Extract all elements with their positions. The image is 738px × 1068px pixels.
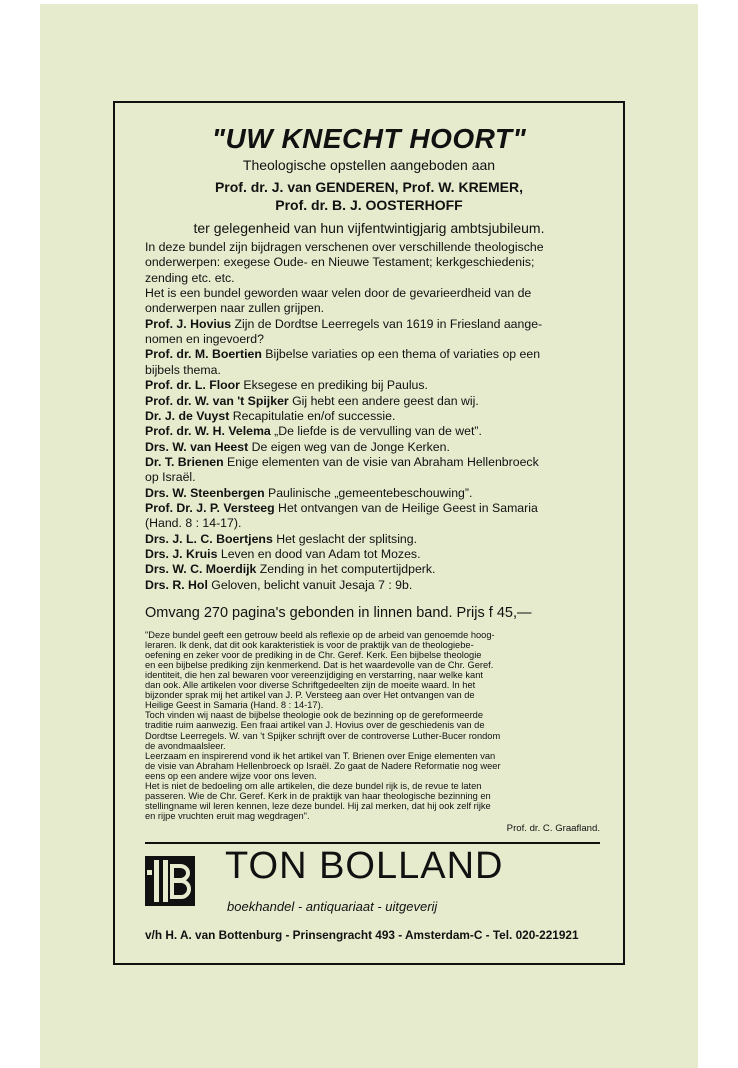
review-line: dan ook. Alle artikelen voor diverse Schriftgedeelten zijn de moeite waard. In het — [145, 680, 476, 691]
author-name: Prof. J. Hovius — [145, 316, 232, 331]
page-background — [40, 4, 698, 1068]
author-name: Dr. J. de Vuyst — [145, 408, 230, 423]
review-line: Leerzaam en inspirerend vond ik het artikel van T. Brienen over Enige elementen van — [145, 750, 496, 761]
author-name: Dr. T. Brienen — [145, 454, 224, 469]
body-text: Geloven, belicht vanuit Jesaja 7 : 9b. — [207, 577, 413, 592]
review-line: identiteit, die hen zal bewaren voor vereenzijdiging en verstarring, naar welke kant — [145, 670, 483, 681]
body-line — [145, 255, 534, 270]
body-text: (Hand. 8 : 14-17). — [145, 516, 242, 531]
body-text: onderwerpen: exegese Oude- en Nieuwe Testament; kerkgeschiedenis; — [145, 255, 535, 270]
body-line — [145, 347, 540, 362]
divider — [145, 842, 600, 844]
review-line: de visie van Abraham Hellenbroeck op Israël. Zo gaat de Nadere Reformatie nog weer — [145, 760, 501, 771]
body-line — [145, 317, 542, 332]
body-text: Gij hebt een andere geest dan wij. — [288, 393, 479, 408]
ad-title: "UW KNECHT HOORT" — [211, 123, 527, 154]
body-line — [145, 424, 482, 439]
body-text: bijbels thema. — [145, 362, 221, 377]
author-name: Drs. J. L. C. Boertjens — [145, 531, 273, 546]
body-text: nomen en ingevoerd? — [145, 332, 264, 347]
body-text: Enige elementen van de visie van Abraham Hellenbroeck — [223, 454, 539, 469]
review-signature: Prof. dr. C. Graafland. — [506, 823, 600, 834]
review-line: stellingname wil leren kennen, leze deze bundel. Hij zal merken, dat hij ook zelf rijke — [145, 800, 491, 811]
body-line — [145, 532, 417, 547]
author-name: Drs. W. Steenbergen — [145, 485, 265, 500]
review-line: Heilige Geest in Samaria (Hand. 8 : 14-17). — [145, 700, 324, 711]
body-text: De eigen weg van de Jonge Kerken. — [248, 439, 450, 454]
body-text: Eksegese en prediking bij Paulus. — [239, 378, 428, 393]
body-text: Recapitulatie en/of successie. — [229, 408, 396, 423]
author-name: Prof. Dr. J. P. Versteeg — [145, 500, 275, 515]
author-name: Drs. R. Hol — [145, 577, 208, 592]
body-text: Zending in het computertijdperk. — [256, 562, 436, 577]
body-line — [145, 578, 412, 593]
body-text: In deze bundel zijn bijdragen verschenen over verschillende theologische — [145, 240, 544, 254]
body-line — [145, 562, 435, 577]
body-line — [145, 547, 420, 562]
review-line: Het is niet de bedoeling om alle artikelen, die deze bundel rijk is, de revue te laten — [145, 780, 482, 791]
honorees-line: Prof. dr. J. van GENDEREN, Prof. W. KREMER, — [214, 179, 524, 195]
body-line — [145, 271, 235, 286]
body-line — [145, 440, 450, 455]
body-line — [145, 470, 196, 485]
body-line — [145, 240, 544, 255]
author-name: Drs. W. van Heest — [145, 439, 249, 454]
price-line: Omvang 270 pagina's gebonden in linnen band. Prijs f 45,— — [145, 605, 532, 621]
ad-occasion: ter gelegenheid van hun vijfentwintigjarig ambtsjubileum. — [193, 220, 545, 236]
body-text: Het geslacht der splitsing. — [272, 531, 418, 546]
publisher-name: TON BOLLAND — [225, 845, 504, 887]
body-line — [145, 378, 428, 393]
review-line: oefening en zeker voor de prediking in de Chr. Geref. Kerk. Een bijbelse theologie — [145, 650, 482, 661]
body-text: Leven en dood van Adam tot Mozes. — [217, 547, 421, 561]
ad-subtitle: Theologische opstellen aangeboden aan — [242, 157, 496, 173]
review-line: en rijpe vruchten eruit mag wegdragen". — [145, 810, 310, 821]
review-line: Toch vinden wij naast de bijbelse theologie ook de bezinning op de gereformeerde — [145, 710, 484, 721]
body-line — [145, 301, 324, 316]
author-name: Drs. J. Kruis — [145, 547, 218, 561]
body-line — [145, 516, 241, 531]
publisher-address: v/h H. A. van Bottenburg - Prinsengracht 493 - Amsterdam-C - Tel. 020-221921 — [145, 928, 579, 942]
body-line — [145, 409, 395, 424]
review-line: "Deze bundel geeft een getrouw beeld als reflexie op de arbeid van genoemde hoog- — [145, 630, 495, 640]
author-name: Prof. dr. M. Boertien — [145, 347, 262, 362]
review-line: Dordtse Leerregels. W. van 't Spijker schrijft over de controverse Luther-Bucer rondom — [145, 730, 501, 741]
review-line: eens op een andere wijze voor ons leven. — [145, 770, 317, 781]
body-text: Het is een bundel geworden waar velen door de gevarieerdheid van de — [145, 286, 532, 301]
body-text: op Israël. — [145, 470, 196, 485]
review-line: traditie ruim aanwezig. Een fraai artikel van J. Hovius over de geschiedenis van de — [145, 720, 485, 731]
body-line — [145, 286, 531, 301]
author-name: Prof. dr. W. van 't Spijker — [145, 393, 289, 408]
body-line — [145, 363, 221, 378]
body-text: Bijbelse variaties op een thema of variaties op een — [261, 347, 541, 362]
author-name: Prof. dr. W. H. Velema — [145, 424, 271, 439]
body-text: Paulinische „gemeentebeschouwing”. — [264, 485, 473, 500]
author-name: Prof. dr. L. Floor — [145, 378, 240, 393]
body-line — [145, 332, 264, 347]
body-line — [145, 486, 472, 501]
body-line — [145, 455, 539, 470]
review-line: bijzonder sprak mij het artikel van J. P. Versteeg aan over Het ontvangen van de — [145, 690, 475, 701]
advertisement-frame — [113, 101, 625, 965]
honorees-line: Prof. dr. B. J. OOSTERHOFF — [275, 197, 463, 213]
review-line: en een bijbelse prediking zijn kenmerkend. Dat is het waardevolle van de Chr. Geref. — [145, 660, 494, 671]
review-line: de avondmaalsleer. — [145, 740, 226, 751]
body-text: onderwerpen naar zullen grijpen. — [145, 301, 325, 316]
review-line: leraren. Ik denk, dat dit ook karakteristiek is voor de praktijk van de theologiebe- — [145, 640, 474, 651]
body-text: „De liefde is de vervulling van de wet”. — [270, 424, 482, 439]
body-text: zending etc. etc. — [145, 270, 235, 285]
author-name: Drs. W. C. Moerdijk — [145, 562, 257, 577]
body-line — [145, 501, 538, 516]
body-line — [145, 394, 479, 409]
body-text: Het ontvangen van de Heilige Geest in Samaria — [274, 500, 538, 515]
publisher-tagline: boekhandel - antiquariaat - uitgeverij — [227, 899, 438, 914]
body-text: Zijn de Dordtse Leerregels van 1619 in Friesland aange- — [231, 316, 543, 331]
ton-bolland-monogram-icon — [145, 856, 195, 906]
review-line: passeren. Wie de Chr. Geref. Kerk in de praktijk van haar theologische bezinning en — [145, 790, 491, 801]
